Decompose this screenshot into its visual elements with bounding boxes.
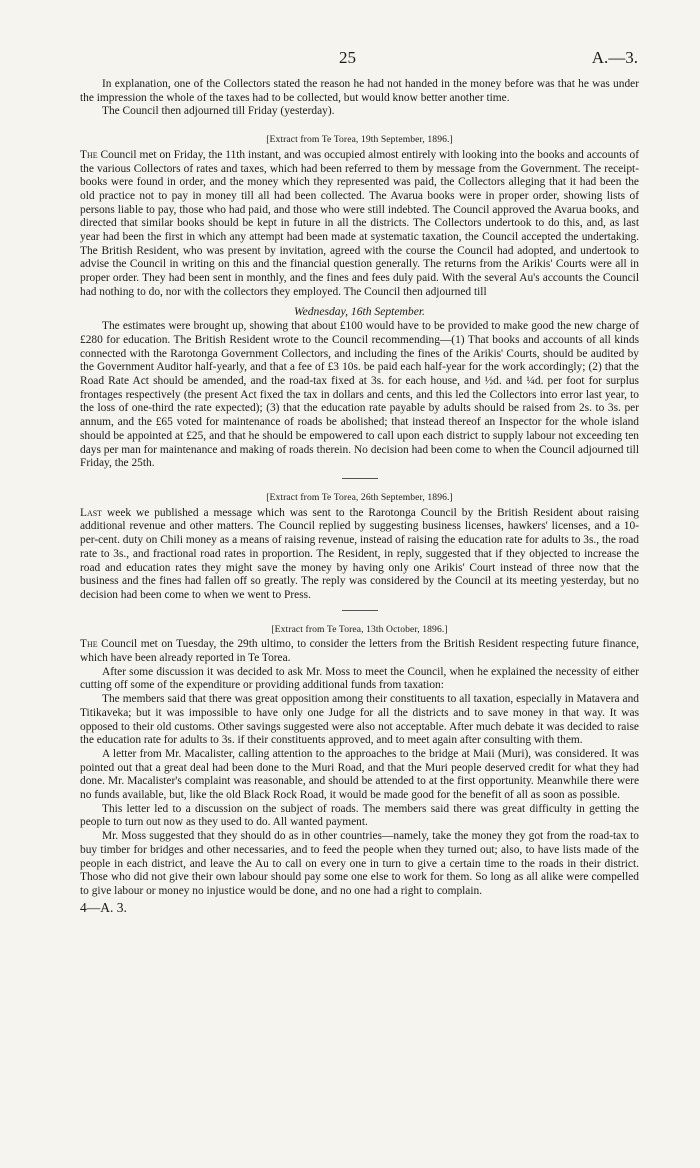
lead-word: Last bbox=[80, 506, 103, 519]
extract-heading-1: [Extract from Te Torea, 19th September, 1896.] bbox=[266, 134, 453, 146]
extract-heading-3: [Extract from Te Torea, 13th October, 1896.] bbox=[271, 623, 448, 635]
page-header bbox=[80, 48, 638, 70]
page-number: 25 bbox=[339, 48, 356, 67]
document-body bbox=[80, 78, 639, 914]
extract-1-text: Council met on Friday, the 11th instant, and was occupied almost entirely with looking into the books and accounts of the various Collectors of rates and taxes, which had been referred to them by message from the Government. The receipt-books were found in order, and the money which they represented was paid, the Collectors alleging that it had been the old practice not to pay in money till all had been collected. The Avarua books were in proper order, showing lists of persons liable to pay, those who had paid, and those who were still indebted. The Council approved the Avarua books, and directed that similar books should be kept in future in all the districts. The Collectors undertook to do this, and, as last year had been the first in which any attempt had been made at systematic taxation, the Council accepted the undertaking. The British Resident, who was present by invitation, agreed with the course the Council had adopted, and undertook to advise the Council in writing on this and the financial question generally. The returns from the Arikis' Courts were all in proper order. They had been sent in monthly, and the fines and fees duly paid. With the several Au's accounts the Council had nothing to do, nor with the collectors they employed. The Council then adjourned till bbox=[80, 148, 639, 298]
extract-2-text: week we published a message which was sent to the Rarotonga Council by the British Resident about raising additional revenue and other matters. The Council replied by suggesting business licenses, hawkers' licenses, and a 10-per-cent. duty on Chili money as a means of raising revenue, instead of raising the education rate for adults to 3s., the road rate to 3s., and fractional road rates in proportion. The Resident, in reply, suggested that if they objected to increase the road and education rates they might save the money by having only one Arikis' Court instead of three now that the business and the fines had fallen off so greatly. The reply was considered by the Council at its meeting yesterday, but no decision had been come to when we went to Press. bbox=[80, 506, 639, 601]
section-divider bbox=[342, 478, 378, 479]
paragraph-adjourned: The Council then adjourned till Friday (yesterday). bbox=[102, 105, 335, 118]
extract-2-paragraph bbox=[80, 507, 639, 603]
extract-3-paragraph bbox=[80, 638, 639, 665]
lead-word: The bbox=[80, 638, 98, 651]
paragraph-explanation: In explanation, one of the Collectors stated the reason he had not handed in the money before was that he was under the impression the whole of the taxes had to be collected, but would know better another time. bbox=[80, 78, 639, 104]
extract-3-letter: A letter from Mr. Macalister, calling attention to the approaches to the bridge at Maii (Muri), was considered. It was pointed out that a great deal had been done to the Muri Road, and that the Muri people deserved credit for what they had done. Mr. Macalister's complaint was reasonable, and should be attended to at the first opportunity. Meanwhile there were no funds available, but, like the old Black Rock Road, it would be made good for the benefit of all as soon as possible. bbox=[80, 747, 639, 802]
extract-heading-2: [Extract from Te Torea, 26th September, 1896.] bbox=[266, 491, 453, 503]
extract-3-members: The members said that there was great opposition among their constituents to all taxation, especially in Matavera and Titikaveka; but it was impossible to have only one Judge for all the districts and to save money in that way. It was opposed to their old customs. Other savings suggested were also not acceptable. After much debate it was decided to raise the education rate for adults to 3s. if their constituents approved, and to meet again after consulting with them. bbox=[80, 693, 639, 747]
extract-3-moss: Mr. Moss suggested that they should do as in other countries—namely, take the money they got from the road-tax to buy timber for bridges and other necessaries, and to feed the people when they turned out; also, to have lists made of the people in each district, and leave the Au to call on every one in turn to give a certain time to the roads in their district. Those who did not give their own labour should pay some one else to work for them. So long as all alike were compelled to give labour or money no injustice would be done, and no one had a right to complain. bbox=[80, 830, 639, 897]
extract-1-paragraph bbox=[80, 149, 639, 300]
section-divider bbox=[342, 610, 378, 611]
extract-1-estimates: The estimates were brought up, showing that about £100 would have to be provided to make good the new charge of £280 for education. The British Resident wrote to the Council recommending—(1) That books and accounts of all kinds connected with the Rarotonga Government Collectors, and including the fines of the Arikis' Courts, should be audited by the Government Auditor half-yearly, and that a fee of £3 10s. be paid each half-year for the work accordingly; (2) that the Road Rate Act should be amended, and the road-tax fixed at 3s. for each house, and ½d. and ¼d. per foot for surplus frontages respectively (the present Act fixed the tax in dollars and cents, and this led the Collectors into error last year, to the loss of one-third the rate expected); (3) that the education rate payable by adults should be raised from 2s. to 3s. per annum, and the £65 voted for maintenance of roads be abolished; that instead thereof an Inspector for the whole island should be appointed at £25, and that he should be empowered to call upon each district to supply labour not exceeding ten days per man for maintenance and making of roads therein. No decision had been come to when the Council adjourned till Friday, the 25th. bbox=[80, 320, 639, 470]
page-footer-signature: 4—A. 3. bbox=[80, 899, 127, 915]
extract-3-roads: This letter led to a discussion on the subject of roads. The members said there was great difficulty in getting the people to turn out now as they used to do. All wanted payment. bbox=[80, 802, 639, 829]
subheading-wednesday: Wednesday, 16th September. bbox=[294, 304, 425, 318]
extract-3-text: Council met on Tuesday, the 29th ultimo, to consider the letters from the British Resident respecting future finance, which have been already reported in Te Torea. bbox=[80, 638, 639, 665]
extract-3-discussion: After some discussion it was decided to ask Mr. Moss to meet the Council, when he explained the necessity of either cutting off some of the expenditure or providing additional funds from taxation: bbox=[80, 665, 639, 692]
document-reference: A.—3. bbox=[591, 48, 638, 67]
lead-word: The bbox=[80, 148, 98, 161]
